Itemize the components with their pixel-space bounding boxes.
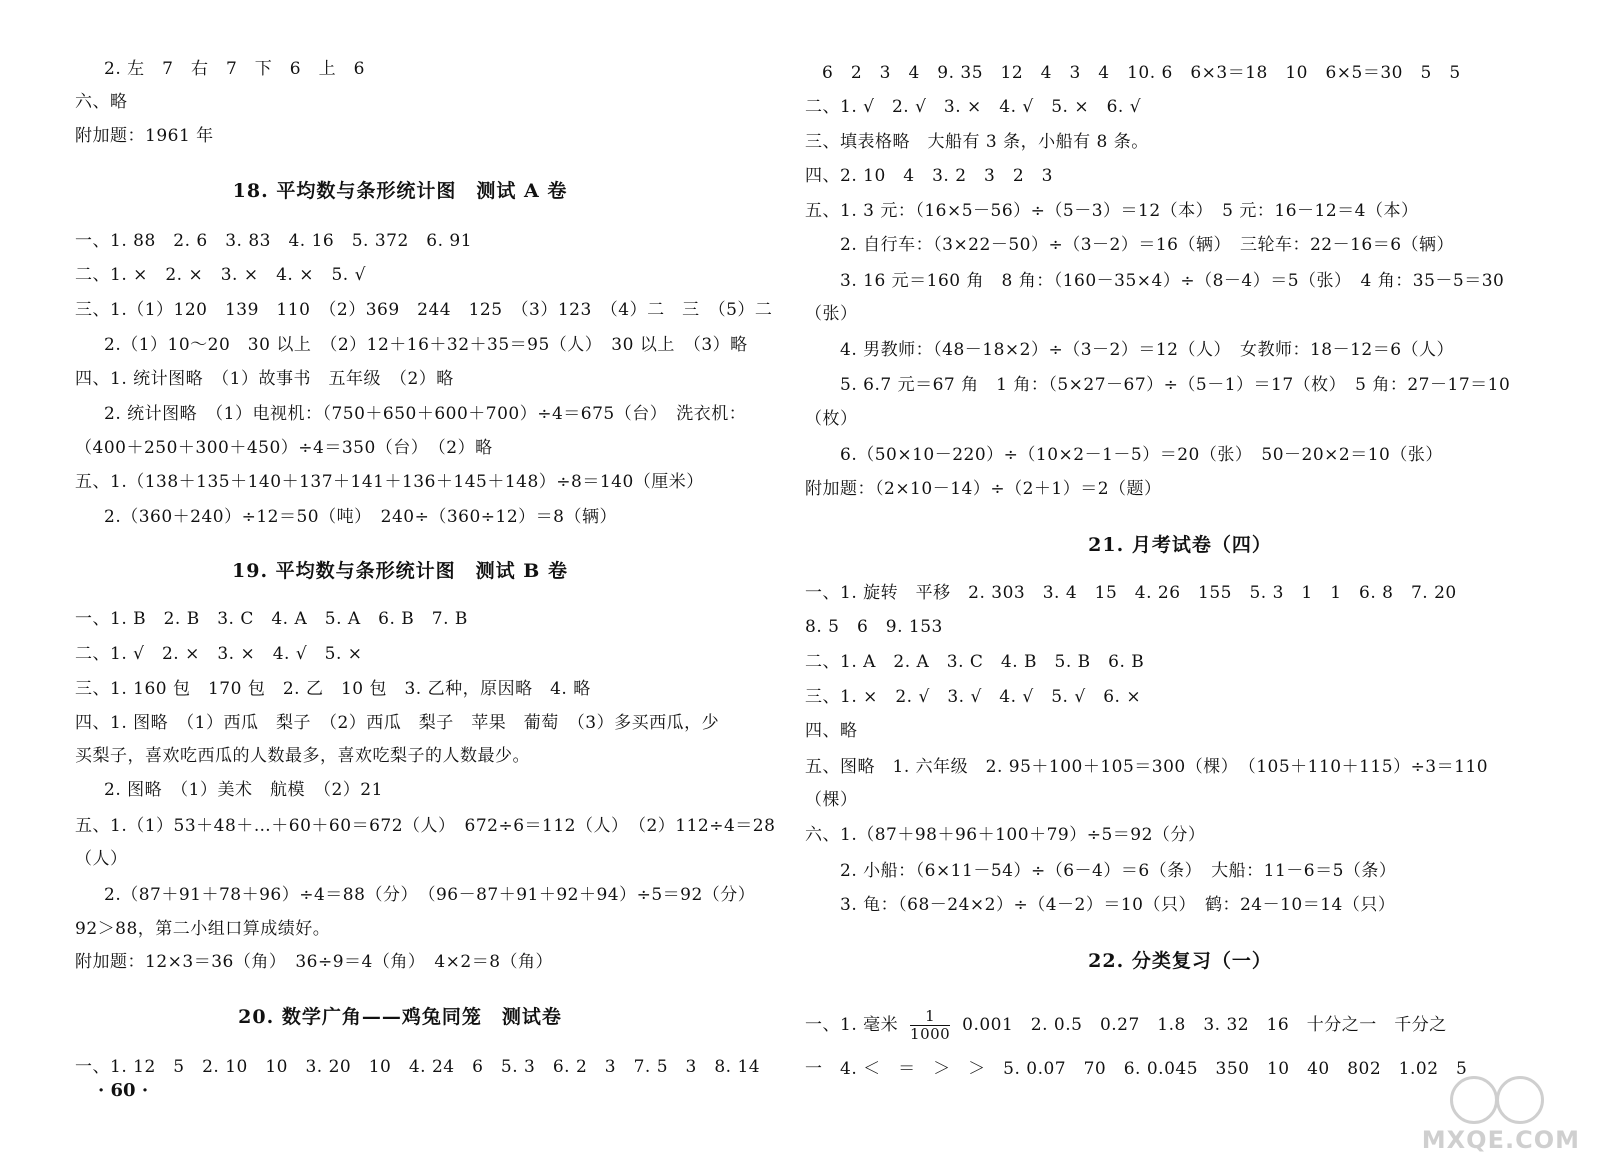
section-heading: 19. 平均数与条形统计图 测试 B 卷	[232, 560, 568, 582]
text-line: 8. 5 6 9. 153	[805, 617, 943, 637]
watermark-logo	[1421, 1076, 1580, 1154]
text-line: 二、1. √ 2. × 3. × 4. √ 5. ×	[75, 644, 363, 664]
text-line: 三、填表格略 大船有 3 条，小船有 8 条。	[805, 132, 1149, 152]
section-heading: 18. 平均数与条形统计图 测试 A 卷	[232, 180, 568, 202]
text-line: 附加题：1961 年	[75, 126, 214, 146]
text-line: 一、1. 旋转 平移 2. 303 3. 4 15 4. 26 155 5. 3 1 1 6. 8 7. 20	[805, 583, 1457, 603]
text-line: 6.（50×10－220）÷（10×2－1－5）＝20（张） 50－20×2＝10（张）	[840, 445, 1443, 465]
text-line: 一、1. B 2. B 3. C 4. A 5. A 6. B 7. B	[75, 609, 468, 629]
text-line: 2. 统计图略 （1）电视机：（750＋650＋600＋700）÷4＝675（台） 洗衣机：	[104, 404, 747, 424]
text-line: 五、1. 3 元：（16×5－56）÷（5－3）＝12（本） 5 元：16－12＝4（本）	[805, 201, 1419, 221]
section-heading: 22. 分类复习（一）	[1088, 950, 1272, 972]
text-line: 3. 16 元＝160 角 8 角：（160－35×4）÷（8－4）＝5（张） 4 角：35－5＝30	[840, 271, 1505, 291]
text-line: 附加题：（2×10－14）÷（2＋1）＝2（题）	[805, 479, 1162, 499]
text-line: 四、1. 统计图略 （1）故事书 五年级 （2）略	[75, 369, 454, 389]
text-line: 买梨子，喜欢吃西瓜的人数最多，喜欢吃梨子的人数最少。	[75, 746, 530, 766]
text-line: （人）	[75, 849, 128, 869]
text-line: 二、1. √ 2. √ 3. × 4. √ 5. × 6. √	[805, 97, 1142, 117]
text-line: 一、1. 12 5 2. 10 10 3. 20 10 4. 24 6 5. 3 6. 2 3 7. 5 3 8. 14	[75, 1057, 761, 1077]
text-line: 2.（1）10～20 30 以上 （2）12＋16＋32＋35＝95（人） 30 以上 （3）略	[104, 335, 748, 355]
fraction-denominator: 1000	[910, 1025, 951, 1043]
text-line: 附加题：12×3＝36（角） 36÷9＝4（角） 4×2＝8（角）	[75, 952, 554, 972]
section-heading: 21. 月考试卷（四）	[1088, 534, 1272, 556]
text-line: 2.（87＋91＋78＋96）÷4＝88（分） （96－87＋91＋92＋94）÷5＝92（分）	[104, 885, 756, 905]
text-line: 4. 男教师：（48－18×2）÷（3－2）＝12（人） 女教师：18－12＝6（人）	[840, 340, 1455, 360]
text-line: 四、略	[805, 721, 858, 741]
text-line: 五、1.（138＋135＋140＋137＋141＋136＋145＋148）÷8＝140（厘米）	[75, 472, 704, 492]
text-segment: 0.001 2. 0.5 0.27 1.8 3. 32 16 十分之一 千分之	[962, 1015, 1447, 1035]
text-line: 2. 图略 （1）美术 航模 （2）21	[104, 780, 383, 800]
text-line: 5. 6.7 元＝67 角 1 角：（5×27－67）÷（5－1）＝17（枚） 5 角：27－17＝10	[840, 375, 1511, 395]
text-line: 一 4. ＜ ＝ ＞ ＞ 5. 0.07 70 6. 0.045 350 10 40 802 1.02 5	[805, 1059, 1468, 1079]
text-line: 四、2. 10 4 3. 2 3 2 3	[805, 166, 1053, 186]
text-line: 一、1. 88 2. 6 3. 83 4. 16 5. 372 6. 91	[75, 231, 473, 251]
text-line	[805, 1008, 1447, 1043]
text-segment: 一、1. 毫米	[805, 1015, 899, 1035]
watermark-text: MXQE.COM	[1421, 1126, 1580, 1154]
text-line: 二、1. × 2. × 3. × 4. × 5. √	[75, 265, 366, 285]
text-line: 二、1. A 2. A 3. C 4. B 5. B 6. B	[805, 652, 1145, 672]
text-line: 6 2 3 4 9. 35 12 4 3 4 10. 6 6×3＝18 10 6×5＝30 5 5	[822, 63, 1461, 83]
text-line: 四、1. 图略 （1）西瓜 梨子 （2）西瓜 梨子 苹果 葡萄 （3）多买西瓜，少	[75, 713, 720, 733]
text-line: （张）	[805, 304, 858, 324]
text-line: 2. 自行车：（3×22－50）÷（3－2）＝16（辆） 三轮车：22－16＝6（辆）	[840, 235, 1455, 255]
section-heading: 20. 数学广角——鸡兔同笼 测试卷	[238, 1006, 562, 1028]
right-page	[800, 0, 1600, 1162]
text-line: 六、1.（87＋98＋96＋100＋79）÷5＝92（分）	[805, 825, 1206, 845]
text-line: 五、1.（1）53＋48＋…＋60＋60＝672（人） 672÷6＝112（人） （2）112÷4＝28	[75, 816, 776, 836]
text-line: 92＞88，第二小组口算成绩好。	[75, 919, 331, 939]
text-line: 五、图略 1. 六年级 2. 95＋100＋105＝300（棵） （105＋110＋115）÷3＝110	[805, 757, 1489, 777]
text-line: 2. 小船：（6×11－54）÷（6－4）＝6（条） 大船：11－6＝5（条）	[840, 861, 1397, 881]
text-line: 三、1. × 2. √ 3. √ 4. √ 5. √ 6. ×	[805, 687, 1142, 707]
text-line: （枚）	[805, 409, 858, 429]
page-number: · 60 ·	[98, 1080, 149, 1101]
text-line: （棵）	[805, 790, 858, 810]
fraction-numerator: 1	[910, 1008, 950, 1026]
watermark-circle-icon	[1450, 1076, 1498, 1124]
text-line: （400＋250＋300＋450）÷4＝350（台） （2）略	[75, 438, 493, 458]
text-line: 2. 左 7 右 7 下 6 上 6	[104, 59, 365, 79]
text-line: 3. 龟：（68－24×2）÷（4－2）＝10（只） 鹤：24－10＝14（只）	[840, 895, 1396, 915]
watermark-circle-icon	[1496, 1076, 1544, 1124]
text-line: 三、1. 160 包 170 包 2. 乙 10 包 3. 乙种，原因略 4. 略	[75, 679, 591, 699]
fraction	[910, 1008, 950, 1043]
text-line: 三、1.（1）120 139 110 （2）369 244 125 （3）123 （4）二 三 （5）二	[75, 300, 773, 320]
text-line: 2.（360＋240）÷12＝50（吨） 240÷（360÷12）＝8（辆）	[104, 507, 617, 527]
text-line: 六、略	[75, 92, 128, 112]
